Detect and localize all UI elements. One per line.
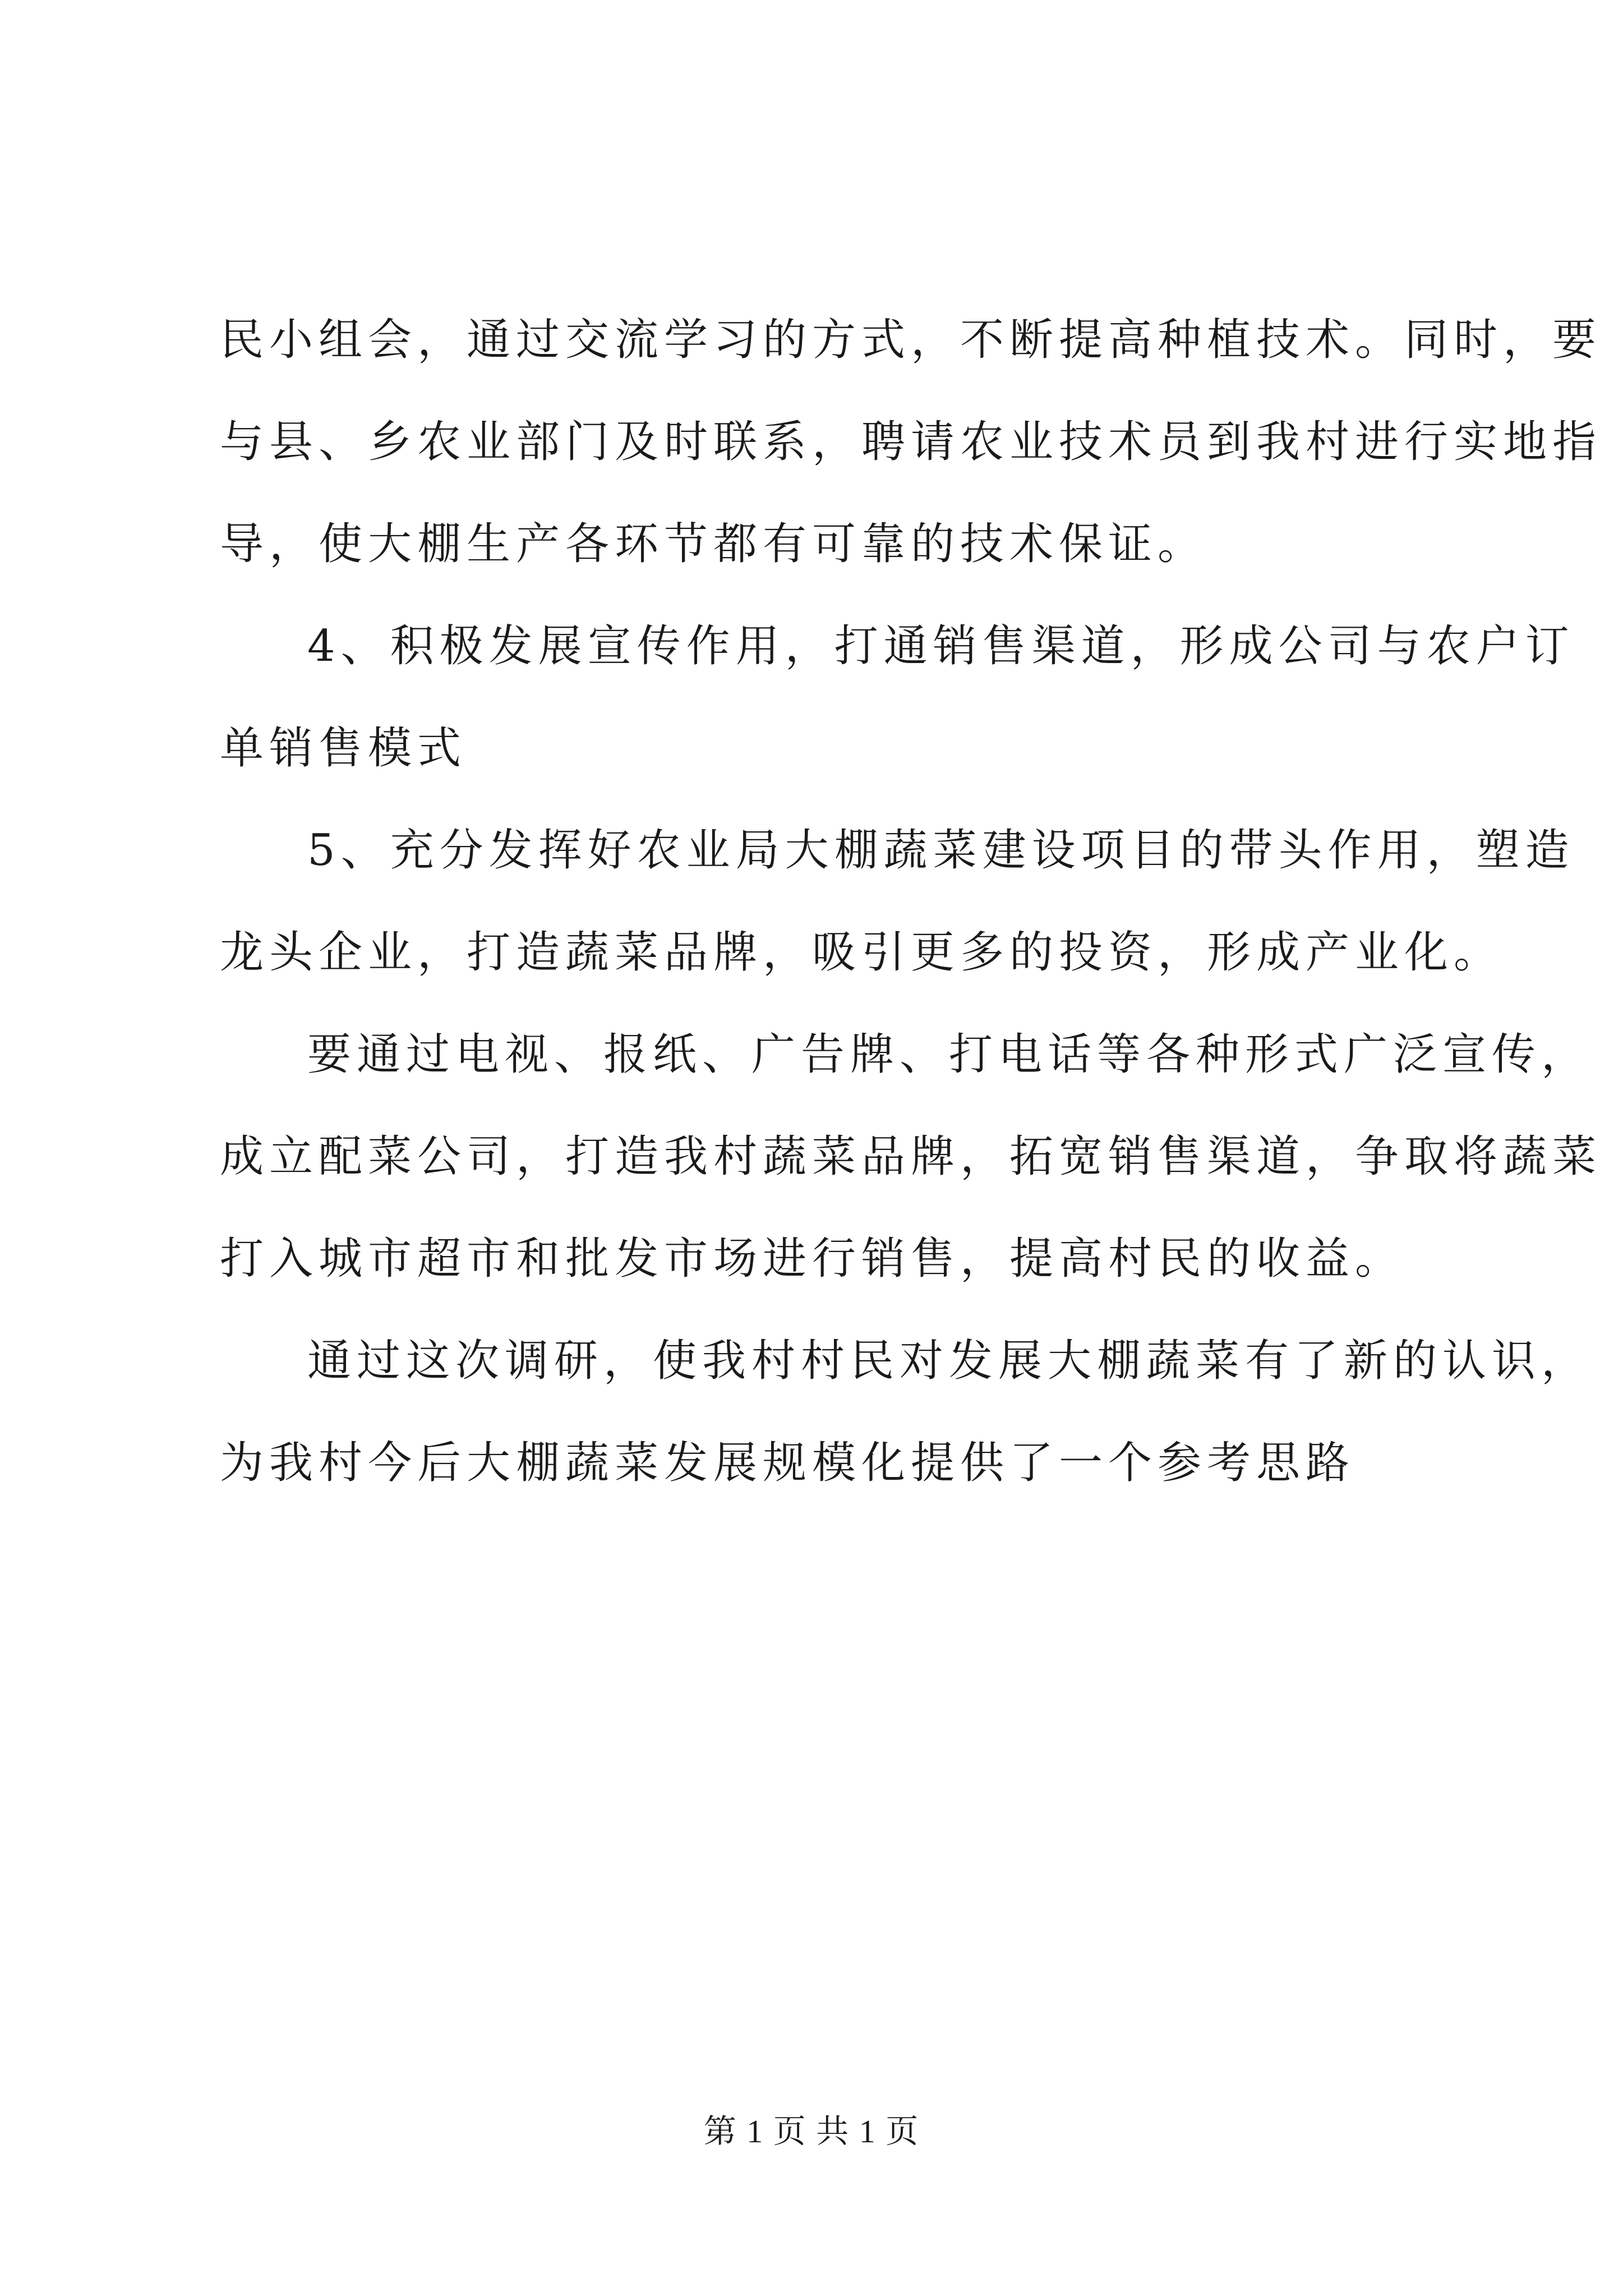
text-line: 4、积极发展宣传作用，打通销售渠道，形成公司与农户订: [307, 621, 1575, 671]
text-line: 单销售模式: [220, 723, 467, 774]
text-line: 龙头企业，打造蔬菜品牌，吸引更多的投资，形成产业化。: [220, 927, 1504, 978]
page-number-footer: 第 1 页 共 1 页: [703, 2113, 920, 2150]
text-line: 5、充分发挥好农业局大棚蔬菜建设项目的带头作用，塑造: [307, 825, 1575, 876]
text-line: 民小组会，通过交流学习的方式，不断提高种植技术。同时，要: [220, 315, 1602, 365]
text-line: 打入城市超市和批发市场进行销售，提高村民的收益。: [220, 1234, 1405, 1284]
text-line: 导，使大棚生产各环节都有可靠的技术保证。: [220, 519, 1207, 569]
text-line: 通过这次调研，使我村村民对发展大棚蔬菜有了新的认识，: [307, 1336, 1591, 1386]
text-line: 与县、乡农业部门及时联系，聘请农业技术员到我村进行实地指: [220, 417, 1602, 467]
text-line: 成立配菜公司，打造我村蔬菜品牌，拓宽销售渠道，争取将蔬菜: [220, 1131, 1602, 1182]
text-line: 为我村今后大棚蔬菜发展规模化提供了一个参考思路: [220, 1438, 1355, 1488]
text-line: 要通过电视、报纸、广告牌、打电话等各种形式广泛宣传，: [307, 1029, 1591, 1080]
document-body: [220, 289, 1602, 1514]
